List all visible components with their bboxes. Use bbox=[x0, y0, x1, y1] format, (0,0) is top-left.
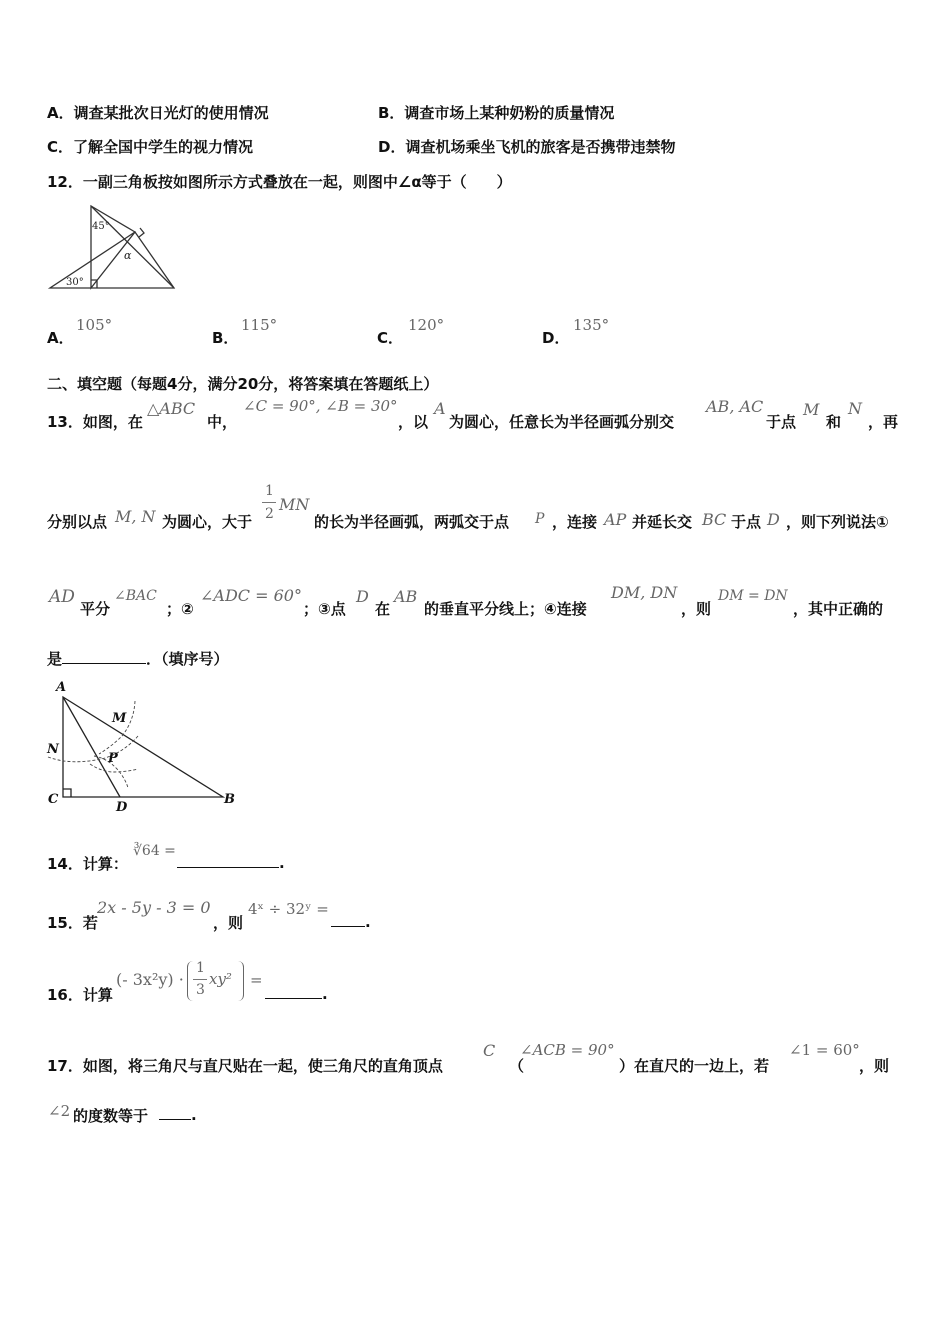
q14-answer-blank[interactable] bbox=[177, 853, 279, 868]
q11-option-d: D．调查机场乘坐飞机的旅客是否携带违禁物 bbox=[378, 138, 676, 156]
q13-text: ；② bbox=[166, 600, 194, 618]
q11-option-c: C．了解全国中学生的视力情况 bbox=[47, 138, 254, 156]
q13-frac-den: 2 bbox=[265, 506, 274, 522]
q13-math: AB bbox=[394, 587, 418, 606]
q17-math: ∠1 = 60° bbox=[789, 1041, 860, 1059]
q14-text: . bbox=[279, 854, 285, 872]
q13-text: ，再 bbox=[868, 413, 899, 431]
q12-option-c-label: C． bbox=[377, 329, 404, 347]
q13-text: ，其中正确的 bbox=[793, 600, 884, 618]
q17-text: 的度数等于 bbox=[73, 1107, 149, 1125]
q13-text: ；③点 bbox=[303, 600, 346, 618]
q13-text: 中， bbox=[207, 413, 238, 431]
q14-expr: ∛64 = bbox=[133, 843, 176, 859]
q14-answer-line bbox=[177, 853, 285, 872]
q13-math: D bbox=[767, 510, 780, 529]
q13-label-p: P bbox=[108, 751, 118, 766]
q12-option-b-label: B． bbox=[212, 329, 239, 347]
q16-paren-left bbox=[187, 961, 193, 1001]
q13-text: 为圆心，大于 bbox=[162, 513, 253, 531]
q12-option-d-label: D． bbox=[542, 329, 570, 347]
q16-frac-bar bbox=[193, 979, 207, 980]
section-title: 二、填空题（每题4分，满分20分，将答案填在答题纸上） bbox=[47, 375, 439, 393]
q12-label-alpha: α bbox=[124, 249, 132, 262]
q13-text: ，则 bbox=[681, 600, 712, 618]
q13-math: △ABC bbox=[147, 399, 196, 418]
q13-text: ，则下列说法① bbox=[786, 513, 889, 531]
q13-answer-line bbox=[47, 648, 229, 669]
q16-expr: xy² bbox=[209, 970, 232, 988]
q13-math: ∠C = 90°, ∠B = 30° bbox=[243, 397, 398, 415]
q13-label-a: A bbox=[56, 680, 67, 695]
q13-math: N bbox=[848, 399, 862, 418]
q11-option-b: B．调查市场上某种奶粉的质量情况 bbox=[378, 104, 615, 122]
q15-answer-blank[interactable] bbox=[331, 912, 365, 927]
q13-label-c: C bbox=[48, 792, 59, 807]
q13-triangle-abc bbox=[63, 697, 223, 797]
q13-text: 于点 bbox=[766, 413, 797, 431]
q13-text: 为圆心，任意长为半径画弧分别交 bbox=[449, 413, 675, 431]
q16-equals: = bbox=[250, 971, 263, 989]
q13-math: DM = DN bbox=[718, 588, 788, 604]
q13-math: P bbox=[535, 511, 545, 527]
q13-arc-m bbox=[99, 701, 135, 754]
q17-math: C bbox=[483, 1041, 496, 1060]
q12-option-a-value: 105° bbox=[76, 316, 113, 334]
q13-text: 平分 bbox=[80, 600, 111, 618]
q12-label-30: 30° bbox=[66, 277, 84, 288]
q17-text: ，则 bbox=[859, 1057, 890, 1075]
q16-paren-right bbox=[238, 961, 244, 1001]
q12-option-b-value: 115° bbox=[241, 316, 278, 334]
q13-text: 于点 bbox=[731, 513, 762, 531]
q13-label-d: D bbox=[116, 800, 128, 815]
q13-text: 并延长交 bbox=[632, 513, 693, 531]
q13-text: 13．如图，在 bbox=[47, 413, 143, 431]
q13-math: M, N bbox=[115, 507, 156, 526]
q13-frac-num: 1 bbox=[265, 483, 274, 499]
q17-text: ）在直尺的一边上，若 bbox=[619, 1057, 770, 1075]
q16-frac-num: 1 bbox=[196, 960, 205, 976]
q13-math: AB, AC bbox=[706, 397, 764, 416]
q13-math: ∠ADC = 60° bbox=[200, 586, 302, 605]
q16-text: 16．计算 bbox=[47, 986, 113, 1004]
q17-answer-line bbox=[159, 1105, 197, 1124]
q17-math: ∠2 bbox=[48, 1102, 71, 1120]
q13-label-b: B bbox=[224, 792, 235, 807]
q13-text: 在 bbox=[375, 600, 391, 618]
q12-option-c-value: 120° bbox=[408, 316, 445, 334]
q16-text: . bbox=[322, 985, 328, 1003]
q13-text: 的垂直平分线上；④连接 bbox=[424, 600, 587, 618]
q11-option-a: A．调查某批次日光灯的使用情况 bbox=[47, 104, 269, 122]
q13-text: ，以 bbox=[398, 413, 429, 431]
q13-text: 和 bbox=[826, 413, 842, 431]
q13-geometry-figure bbox=[42, 676, 242, 816]
q15-text: 15．若 bbox=[47, 914, 98, 932]
q13-label-m: M bbox=[112, 711, 127, 726]
q13-math: A bbox=[434, 399, 446, 418]
q15-text: ，则 bbox=[213, 914, 244, 932]
q13-answer-blank[interactable] bbox=[62, 649, 146, 664]
q15-text: . bbox=[365, 913, 371, 931]
q13-label-n: N bbox=[47, 742, 59, 757]
q15-expr: 4ˣ ÷ 32ʸ = bbox=[248, 900, 329, 918]
q17-math: ∠ACB = 90° bbox=[520, 1041, 615, 1059]
q15-equation: 2x - 5y - 3 = 0 bbox=[97, 898, 211, 917]
q13-math: MN bbox=[279, 495, 310, 514]
q13-math: M bbox=[803, 400, 820, 419]
q13-text: 分别以点 bbox=[47, 513, 108, 531]
q13-text: 是 bbox=[47, 650, 63, 668]
q17-text: 17．如图，将三角尺与直尺贴在一起，使三角尺的直角顶点 bbox=[47, 1057, 443, 1075]
q12-triangle-figure bbox=[45, 203, 180, 293]
q16-expr: (- 3x²y) · bbox=[116, 970, 184, 989]
q16-frac-den: 3 bbox=[196, 982, 205, 998]
q13-math: AP bbox=[604, 510, 627, 529]
q13-text: ，连接 bbox=[552, 513, 598, 531]
q17-text: （ bbox=[509, 1057, 525, 1075]
q16-answer-blank[interactable] bbox=[265, 984, 322, 999]
q13-math: DM, DN bbox=[611, 583, 678, 602]
q13-math: BC bbox=[702, 510, 727, 529]
q12-option-d-value: 135° bbox=[573, 316, 610, 334]
q13-frac-bar bbox=[262, 502, 276, 503]
q16-answer-line bbox=[265, 984, 328, 1003]
q17-answer-blank[interactable] bbox=[159, 1105, 191, 1120]
q14-text: 14．计算： bbox=[47, 855, 128, 873]
q13-text: 的长为半径画弧，两弧交于点 bbox=[314, 513, 510, 531]
q13-math: ∠BAC bbox=[114, 588, 157, 604]
q13-math: D bbox=[356, 587, 369, 606]
q17-text: . bbox=[191, 1106, 197, 1124]
q13-text: ．（填序号） bbox=[146, 650, 229, 668]
q13-math: AD bbox=[49, 587, 75, 607]
q15-answer-line bbox=[331, 912, 371, 931]
q12-stem: 12．一副三角板按如图所示方式叠放在一起，则图中∠α等于（ ） bbox=[47, 173, 512, 191]
q12-label-45: 45° bbox=[92, 221, 110, 232]
q12-option-a-label: A． bbox=[47, 329, 74, 347]
